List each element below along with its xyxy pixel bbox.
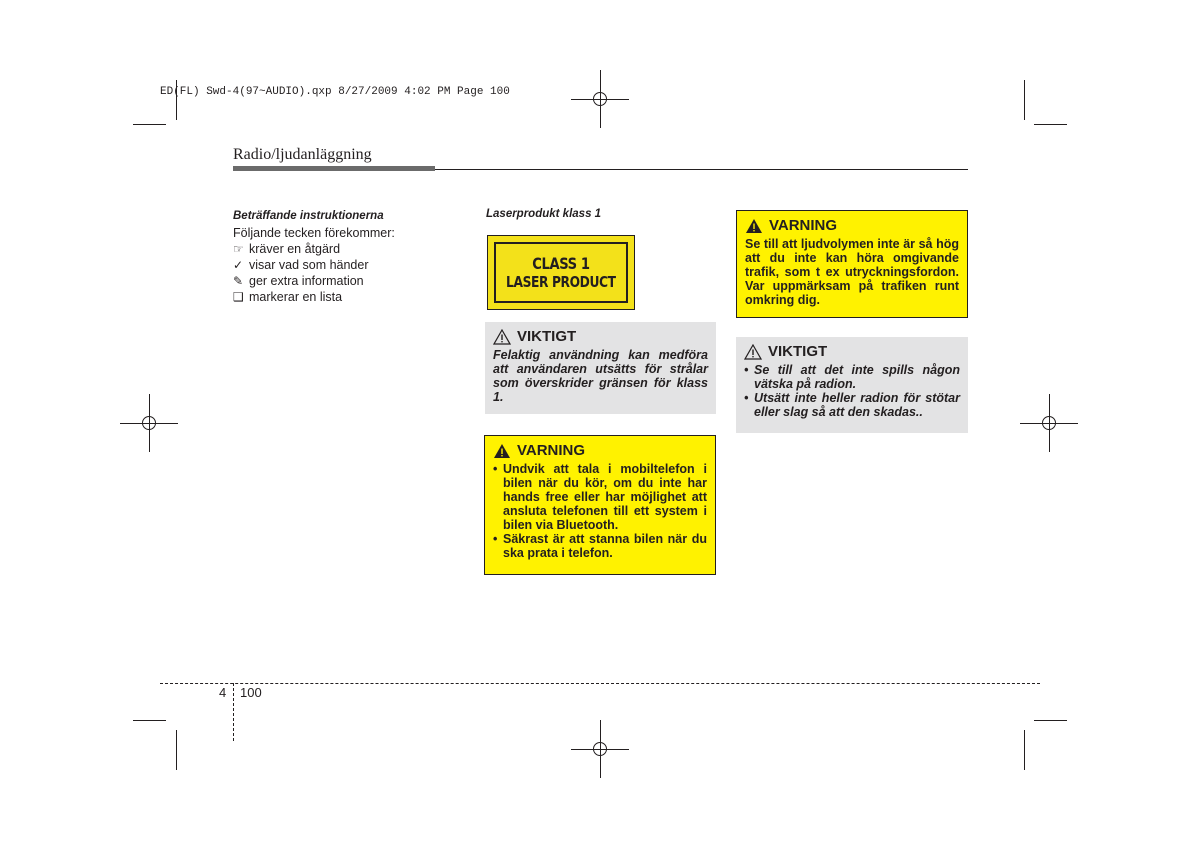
legend-item [233,257,453,273]
registration-mark-icon [1036,410,1062,436]
crop-mark [1024,730,1025,770]
warning-title: VARNING [769,217,838,234]
section-title: Radio/ljudanläggning [233,146,372,163]
laser-label-line2: LASER PRODUCT [506,272,616,291]
legend-item-text: ger extra information [249,274,364,288]
crop-mark [133,124,166,125]
list-item: • Utsätt inte heller radion för stötar eller slag så att den skadas.. [744,391,960,419]
legend-item-text: kräver en åtgärd [249,242,341,256]
instructions-legend [233,208,453,305]
warning-list [493,462,707,560]
footer-rule [160,683,1040,684]
title-rule-thick [233,166,435,171]
warning-triangle-icon [745,218,763,234]
crop-mark [133,720,166,721]
list-item: • Säkrast är att stanna bilen när du ska prata i telefon. [493,532,707,560]
notice-box-laser [485,322,716,414]
instructions-intro: Följande tecken förekommer: [233,226,395,240]
footer-divider [233,683,234,741]
checkmark-icon: ✓ [233,258,244,272]
warning-box-volume [736,210,968,318]
notice-header [493,328,708,346]
notice-title: VIKTIGT [517,328,577,345]
warning-text: Se till att ljudvolymen inte är så hög att du inte kan höra omgivande trafik, som t ex utryckningsfordon. Var uppmärksam på trafiken runt omkring dig. [745,237,959,307]
notice-header [744,343,960,361]
legend-item [233,241,453,257]
caution-triangle-icon [744,344,762,360]
pencil-icon: ✎ [233,274,244,288]
notice-text: Felaktig användning kan medföra att användaren utsätts för strålar som överskrider gränsen för klass 1. [493,348,708,404]
instructions-heading: Beträffande instruktionerna [233,210,384,222]
page-number: 100 [240,685,262,700]
chapter-number: 4 [219,685,227,700]
registration-mark-icon [587,86,613,112]
warning-title: VARNING [517,442,586,459]
legend-item-text: visar vad som händer [249,258,369,272]
print-slug: ED(FL) Swd-4(97~AUDIO).qxp 8/27/2009 4:02 PM Page 100 [160,86,510,98]
legend-item [233,289,453,305]
pointing-hand-icon: ☞ [233,242,244,256]
laser-label-line1: CLASS 1 [532,253,590,273]
notice-box-liquid [736,337,968,433]
warning-box-phone [484,435,716,575]
legend-item-text: markerar en lista [249,290,343,304]
warning-header [493,442,707,460]
warning-triangle-icon [493,443,511,459]
list-item: • Se till att det inte spills någon vätska på radion. [744,363,960,391]
notice-title: VIKTIGT [768,343,828,360]
legend-item [233,273,453,289]
crop-mark [1034,124,1067,125]
crop-mark [176,730,177,770]
crop-mark [1034,720,1067,721]
square-box-icon: ❑ [233,290,244,304]
notice-list [744,363,960,419]
registration-mark-icon [587,736,613,762]
title-rule-thin [435,169,968,170]
laser-class-label [487,235,635,310]
list-item: • Undvik att tala i mobiltelefon i bilen när du kör, om du inte har hands free eller har möjlighet att ansluta telefonen till ett system i bilen via Bluetooth. [493,462,707,532]
warning-header [745,217,959,235]
laser-heading: Laserprodukt klass 1 [486,208,602,220]
registration-mark-icon [136,410,162,436]
caution-triangle-icon [493,329,511,345]
crop-mark [1024,80,1025,120]
